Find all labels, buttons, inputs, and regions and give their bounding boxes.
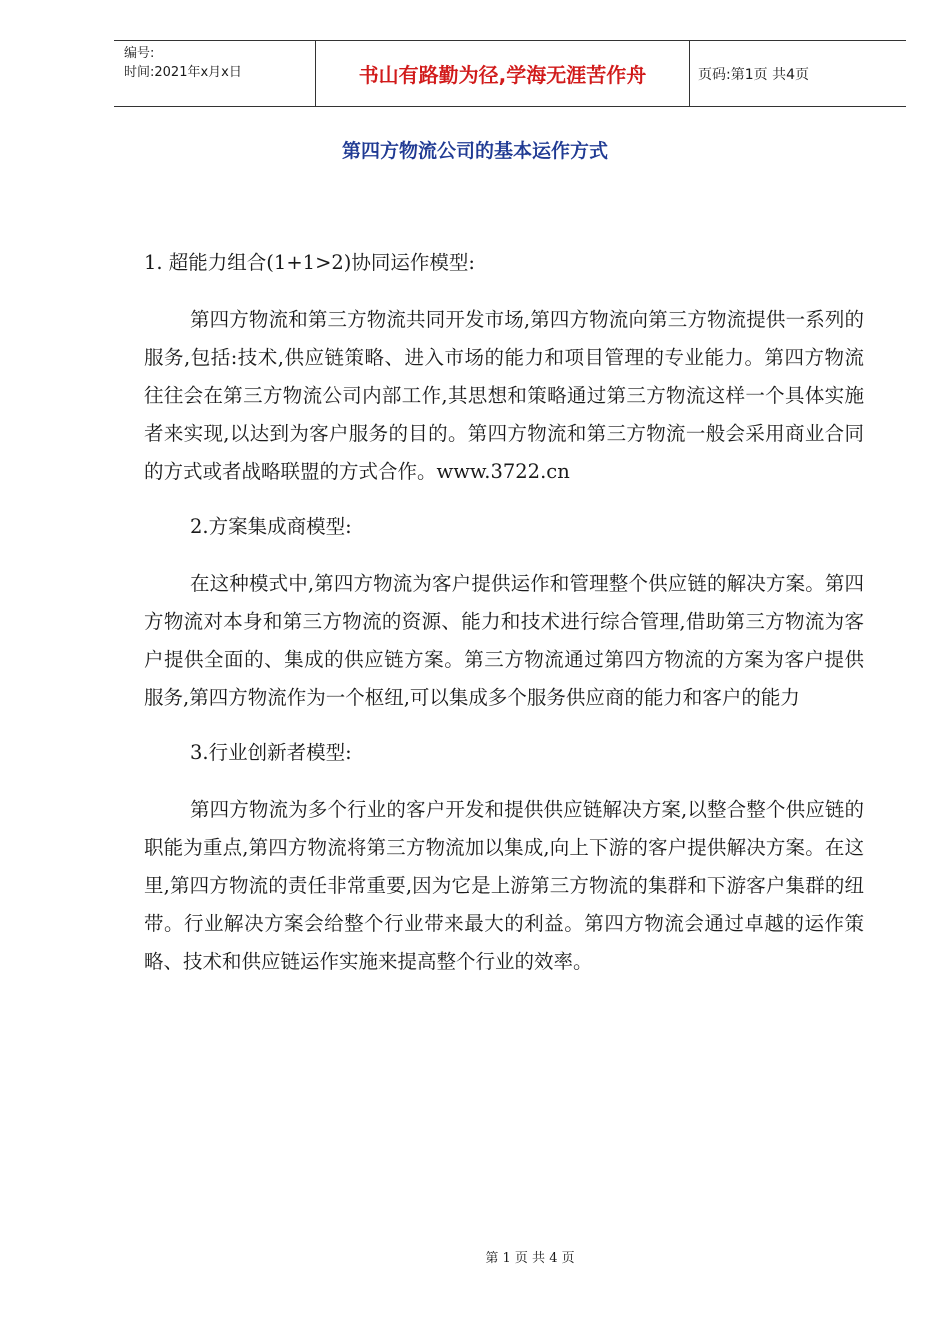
page-footer: 第 1 页 共 4 页 [485,1251,575,1266]
page-header [114,40,906,107]
number-label: 编号: [124,46,155,61]
header-motto: 书山有路勤为径,学海无涯苦作舟 [316,41,690,106]
section-paragraph: 在这种模式中,第四方物流为客户提供运作和管理整个供应链的解决方案。第四方物流对本身和第三方物流的资源、能力和技术进行综合管理,借助第三方物流为客户提供全面的、集成的供应链方案。第三方物流通过第四方物流的方案为客户提供服务,第四方物流作为一个枢纽,可以集成多个服务供应商的能力和客户的能力 [144,572,864,709]
section-heading: 1. 超能力组合(1+1>2)协同运作模型: [144,251,475,274]
section-heading: 3.行业创新者模型: [190,741,352,764]
header-page-code: 页码:第1页 共4页 [698,66,809,83]
document-title: 第四方物流公司的基本运作方式 [341,140,608,162]
section-paragraph: 第四方物流和第三方物流共同开发市场,第四方物流向第三方物流提供一系列的服务,包括:技术,供应链策略、进入市场的能力和项目管理的专业能力。第四方物流往往会在第三方物流公司内部工作,其思想和策略通过第三方物流这样一个具体实施者来实现,以达到为客户服务的目的。第四方物流和第三方物流一般会采用商业合同的方式或者战略联盟的方式合作。www.3722.cn [144,308,864,483]
section-heading: 2.方案集成商模型: [190,515,352,538]
time-label: 时间:2021年x月x日 [124,65,242,80]
section-paragraph: 第四方物流为多个行业的客户开发和提供供应链解决方案,以整合整个供应链的职能为重点,第四方物流将第三方物流加以集成,向上下游的客户提供解决方案。在这里,第四方物流的责任非常重要,因为它是上游第三方物流的集群和下游客户集群的纽带。行业解决方案会给整个行业带来最大的利益。第四方物流会通过卓越的运作策略、技术和供应链运作实施来提高整个行业的效率。 [144,798,864,973]
header-meta-cell [114,41,316,106]
document-body [144,244,864,998]
